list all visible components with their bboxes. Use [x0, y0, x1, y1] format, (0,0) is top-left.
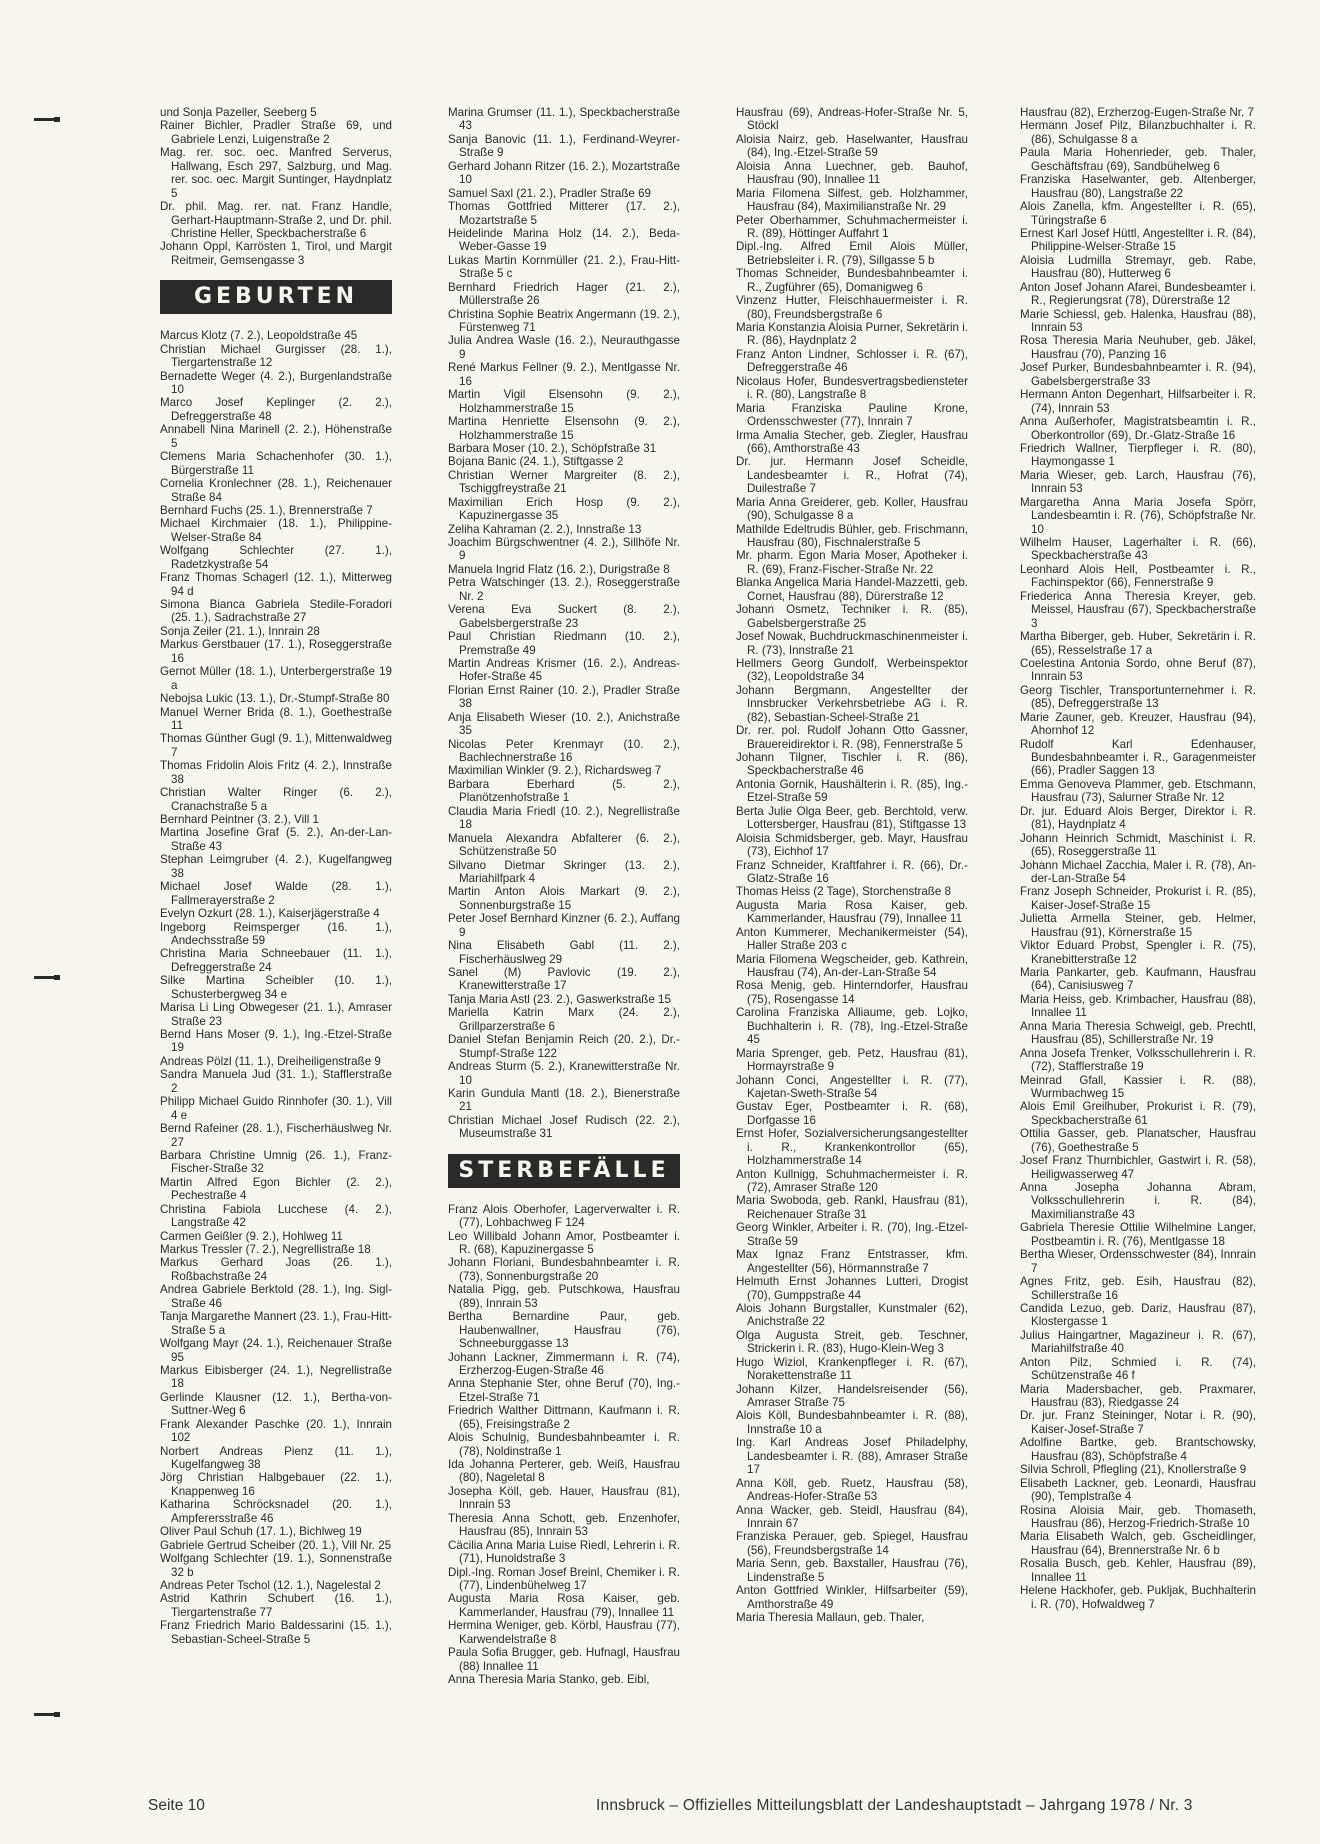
list-item: Dr. jur. Eduard Alois Berger, Direktor i. R. (81), Haydnplatz 4 — [1020, 804, 1256, 832]
list-item: Nicolas Peter Krenmayr (10. 2.), Bachlechnerstraße 16 — [448, 737, 680, 764]
section-heading-births: GEBURTEN — [160, 280, 392, 314]
list-item: Ernest Karl Josef Hüttl, Angestellter i. R. (84), Philippine-Welser-Straße 15 — [1020, 226, 1256, 254]
list-item: Clemens Maria Schachenhofer (30. 1.), Bürgerstraße 11 — [160, 450, 392, 477]
list-item: Anna Maria Theresia Schweigl, geb. Prechtl, Hausfrau (85), Schillerstraße Nr. 19 — [1020, 1019, 1256, 1047]
list-item: Cornelia Kronlechner (28. 1.), Reichenauer Straße 84 — [160, 477, 392, 504]
list-item: Michael Josef Walde (28. 1.), Fallmerayerstraße 2 — [160, 880, 392, 907]
column-2 — [448, 106, 680, 1686]
list-item: Hermann Anton Degenhart, Hilfsarbeiter i. R. (74), Innrain 53 — [1020, 388, 1256, 415]
list-item: Marcus Klotz (7. 2.), Leopoldstraße 45 — [160, 329, 358, 343]
list-item: Elisabeth Lackner, geb. Leonardi, Hausfrau (90), Templstraße 4 — [1020, 1476, 1256, 1504]
list-item: Markus Tressler (7. 2.), Negrellistraße 18 — [160, 1243, 371, 1256]
section-heading-deaths: STERBEFÄLLE — [448, 1154, 680, 1188]
list-item: Christian Werner Margreiter (8. 2.), Tschiggfreystraße 21 — [448, 468, 680, 496]
list-item: Johann Osmetz, Techniker i. R. (85), Gabelsbergerstraße 25 — [736, 603, 968, 630]
list-item: Agnes Fritz, geb. Esih, Hausfrau (82), Schillerstraße 16 — [1020, 1275, 1256, 1302]
list-item: Theresia Anna Schott, geb. Enzenhofer, Hausfrau (85), Innrain 53 — [448, 1511, 680, 1539]
list-item: Maria Theresia Mallaun, geb. Thaler, — [736, 1611, 925, 1624]
list-item: Rosina Aloisia Mair, geb. Thomaseth, Hausfrau (86), Herzog-Friedrich-Straße 10 — [1020, 1503, 1256, 1530]
list-item: Lukas Martin Kornmüller (21. 2.), Frau-Hitt-Straße 5 c — [448, 253, 680, 281]
list-item: Alois Johann Burgstaller, Kunstmaler (62), Anichstraße 22 — [736, 1301, 968, 1329]
list-item: Maria Senn, geb. Baxstaller, Hausfrau (76), Lindenstraße 5 — [736, 1557, 968, 1584]
list-item: Maria Franziska Pauline Krone, Ordensschwester (77), Innrain 7 — [736, 401, 968, 429]
list-item: Manuela Alexandra Abfalterer (6. 2.), Schützenstraße 50 — [448, 831, 680, 859]
list-item: und Sonja Pazeller, Seeberg 5 — [160, 106, 317, 119]
list-item: Andreas Sturm (5. 2.), Kranewitterstraße Nr. 10 — [448, 1060, 680, 1087]
list-item: Markus Gerstbauer (17. 1.), Roseggerstraße 16 — [160, 638, 392, 665]
list-item: Ida Johanna Perterer, geb. Weiß, Hausfrau (80), Nageletal 8 — [448, 1458, 680, 1485]
list-item: Wilhelm Hauser, Lagerhalter i. R. (66), Speckbacherstraße 43 — [1020, 536, 1256, 563]
list-item: Julius Haingartner, Magazineur i. R. (67), Mariahilfstraße 40 — [1020, 1328, 1256, 1356]
list-item: Manuela Ingrid Flatz (16. 2.), Durigstraße 8 — [448, 562, 670, 576]
list-item: Dr. jur. Hermann Josef Scheidle, Landesbeamter i. R., Hofrat (74), Duilestraße 7 — [736, 455, 968, 496]
list-item: Katharina Schröcksnadel (20. 1.), Ampferersstraße 46 — [160, 1498, 392, 1525]
list-item: Martin Anton Alois Markart (9. 2.), Sonnenburgstraße 15 — [448, 885, 680, 912]
list-item: Anna Stephanie Ster, ohne Beruf (70), Ing.-Etzel-Straße 71 — [448, 1377, 680, 1404]
list-item: Jörg Christian Halbgebauer (22. 1.), Knappenweg 16 — [160, 1471, 392, 1498]
list-item: Carmen Geißler (9. 2.), Hohlweg 11 — [160, 1229, 343, 1243]
list-item: Anton Kummerer, Mechanikermeister (54), Haller Straße 203 c — [736, 925, 968, 953]
list-item: Markus Gerhard Joas (26. 1.), Roßbachstraße 24 — [160, 1256, 392, 1283]
list-item: Augusta Maria Rosa Kaiser, geb. Kammerlander, Hausfrau (79), Innallee 11 — [448, 1592, 680, 1619]
list-item: Alois Emil Greilhuber, Prokurist i. R. (79), Speckbacherstraße 61 — [1020, 1100, 1256, 1127]
list-item: Wolfgang Schlechter (27. 1.), Radetzkystraße 54 — [160, 544, 392, 571]
list-item: Franz Schneider, Kraftfahrer i. R. (66), Dr.-Glatz-Straße 16 — [736, 858, 968, 885]
column-4 — [1020, 106, 1256, 1611]
list-item: Josef Franz Thurnbichler, Gastwirt i. R. (58), Heiligwasserweg 47 — [1020, 1154, 1256, 1181]
list-item: Aloisia Ludmilla Stremayr, geb. Rabe, Hausfrau (80), Hutterweg 6 — [1020, 253, 1256, 281]
list-item: Paula Maria Hohenrieder, geb. Thaler, Geschäftsfrau (69), Sandbühelweg 6 — [1020, 146, 1256, 173]
list-item: Martin Vigil Elsensohn (9. 2.), Holzhammerstraße 15 — [448, 388, 680, 415]
list-item: Markus Eibisberger (24. 1.), Negrellistraße 18 — [160, 1363, 392, 1391]
list-item: Franz Thomas Schagerl (12. 1.), Mitterweg 94 d — [160, 571, 392, 598]
list-item: Johann Conci, Angestellter i. R. (77), Kajetan-Sweth-Straße 54 — [736, 1073, 968, 1100]
list-item: Franziska Haselwanter, geb. Altenberger, Hausfrau (80), Langstraße 22 — [1020, 173, 1256, 200]
list-item: Anna Außerhofer, Magistratsbeamtin i. R., Oberkontrollor (69), Dr.-Glatz-Straße 16 — [1020, 415, 1256, 442]
list-item: Berta Julie Olga Beer, geb. Berchtold, verw. Lottersberger, Hausfrau (81), Stiftgasse 13 — [736, 804, 968, 832]
list-item: Bernadette Weger (4. 2.), Burgenlandstraße 10 — [160, 369, 392, 396]
list-item: Silvano Dietmar Skringer (13. 2.), Mariahilfpark 4 — [448, 858, 680, 885]
list-item: Maria Konstanzia Aloisia Purner, Sekretärin i. R. (86), Haydnplatz 2 — [736, 321, 968, 348]
list-item: Mariella Katrin Marx (24. 2.), Grillparzerstraße 6 — [448, 1006, 680, 1033]
list-item: Maximilian Winkler (9. 2.), Richardsweg 7 — [448, 764, 662, 778]
column-3 — [736, 106, 968, 1624]
list-item: Marina Grumser (11. 1.), Speckbacherstraße 43 — [448, 106, 680, 133]
list-item: Johann Floriani, Bundesbahnbeamter i. R. (73), Sonnenburgstraße 20 — [448, 1256, 680, 1283]
list-item: Vinzenz Hutter, Fleischhauermeister i. R. (80), Freundsbergstraße 6 — [736, 294, 968, 321]
list-item: Johann Michael Zacchia, Maler i. R. (78), An-der-Lan-Straße 54 — [1020, 858, 1256, 885]
list-item: Meinrad Gfall, Kassier i. R. (88), Wurmbachweg 15 — [1020, 1073, 1256, 1100]
list-item: Alois Schulnig, Bundesbahnbeamter i. R. (78), Noldinstraße 1 — [448, 1431, 680, 1458]
list-item: Rudolf Karl Edenhauser, Bundesbahnbeamter i. R., Garagenmeister (66), Pradler Saggen 13 — [1020, 737, 1256, 778]
list-item: Tanja Maria Astl (23. 2.), Gaswerkstraße 15 — [448, 992, 671, 1006]
margin-mark — [34, 1713, 56, 1716]
list-item: Mathilde Edeltrudis Bühler, geb. Frischmann, Hausfrau (80), Fischnalerstraße 5 — [736, 522, 968, 549]
list-item: Friedrich Wallner, Tierpfleger i. R. (80), Haymongasse 1 — [1020, 441, 1256, 469]
list-item: Ing. Karl Andreas Josef Philadelphy, Landesbeamter i. R. (88), Amraser Straße 17 — [736, 1436, 968, 1477]
list-item: Martina Josefine Graf (5. 2.), An-der-Lan-Straße 43 — [160, 826, 392, 853]
list-item: Adolfine Bartke, geb. Brantschowsky, Hausfrau (83), Schöpfstraße 4 — [1020, 1436, 1256, 1463]
list-item: Johann Oppl, Karrösten 1, Tirol, und Margit Reitmeir, Gemsengasse 3 — [160, 240, 392, 267]
list-item: Aloisia Anna Luechner, geb. Bauhof, Hausfrau (90), Innallee 11 — [736, 159, 968, 187]
list-item: Hausfrau (82), Erzherzog-Eugen-Straße Nr. 7 — [1020, 106, 1254, 119]
list-item: Ingeborg Reimsperger (16. 1.), Andechsstraße 59 — [160, 920, 392, 947]
list-item: Franz Friedrich Mario Baldessarini (15. 1.), Sebastian-Scheel-Straße 5 — [160, 1619, 392, 1646]
list-item: Paul Christian Riedmann (10. 2.), Premstraße 49 — [448, 630, 680, 657]
list-item: Alois Köll, Bundesbahnbeamter i. R. (88), Innstraße 10 a — [736, 1409, 968, 1436]
list-item: Gernot Müller (18. 1.), Unterbergerstraße 19 a — [160, 665, 392, 692]
list-item: Friederica Anna Theresia Kreyer, geb. Meissel, Hausfrau (67), Speckbacherstraße 3 — [1020, 589, 1256, 630]
list-item: Dr. jur. Franz Steininger, Notar i. R. (90), Kaiser-Josef-Straße 7 — [1020, 1409, 1256, 1436]
page-number: Seite 10 — [148, 1797, 205, 1814]
list-item: Andreas Peter Tschol (12. 1.), Nagelestal 2 — [160, 1578, 381, 1592]
list-item: Carolina Franziska Alliaume, geb. Lojko, Buchhalterin i. R. (78), Ing.-Etzel-Straße 45 — [736, 1006, 968, 1047]
list-item: Maria Heiss, geb. Krimbacher, Hausfrau (88), Innallee 11 — [1020, 992, 1256, 1020]
list-item: Johann Lackner, Zimmermann i. R. (74), Erzherzog-Eugen-Straße 46 — [448, 1350, 680, 1377]
list-item: Hausfrau (69), Andreas-Hofer-Straße Nr. 5, Stöckl — [736, 106, 968, 133]
list-item: Olga Augusta Streit, geb. Teschner, Strickerin i. R. (83), Hugo-Klein-Weg 3 — [736, 1328, 968, 1356]
list-item: Rainer Bichler, Pradler Straße 69, und Gabriele Lenzi, Luigenstraße 2 — [160, 119, 392, 146]
publication-line: Innsbruck – Offizielles Mitteilungsblatt der Landeshauptstadt – Jahrgang 1978 / Nr. 3 — [596, 1797, 1193, 1814]
list-item: Maria Filomena Wegscheider, geb. Kathrein, Hausfrau (74), An-der-Lan-Straße 54 — [736, 952, 968, 979]
list-item: Nebojsa Lukic (13. 1.), Dr.-Stumpf-Straße 80 — [160, 692, 390, 706]
list-item: Helene Hackhofer, geb. Pukljak, Buchhalterin i. R. (70), Hofwaldweg 7 — [1020, 1584, 1256, 1611]
list-item: Thomas Günther Gugl (9. 1.), Mittenwaldweg 7 — [160, 732, 392, 759]
list-item: Anton Pilz, Schmied i. R. (74), Schützenstraße 46 f — [1020, 1355, 1256, 1383]
list-item: Frank Alexander Paschke (20. 1.), Innrain 102 — [160, 1417, 392, 1445]
list-item: René Markus Fellner (9. 2.), Mentlgasse Nr. 16 — [448, 361, 680, 388]
list-item: Gerhard Johann Ritzer (16. 2.), Mozartstraße 10 — [448, 159, 680, 187]
list-item: Natalia Pigg, geb. Putschkowa, Hausfrau (89), Innrain 53 — [448, 1283, 680, 1310]
list-item: Christina Maria Schneebauer (11. 1.), Defreggerstraße 24 — [160, 947, 392, 974]
list-item: Zeliha Kahraman (2. 2.), Innstraße 13 — [448, 522, 642, 536]
list-item: Bernd Hans Moser (9. 1.), Ing.-Etzel-Straße 19 — [160, 1028, 392, 1055]
list-item: Helmuth Ernst Johannes Lutteri, Drogist (70), Gumppstraße 44 — [736, 1275, 968, 1302]
list-item: Andrea Gabriele Berktold (28. 1.), Ing. Sigl-Straße 46 — [160, 1283, 392, 1310]
list-item: Tanja Margarethe Mannert (23. 1.), Frau-Hitt-Straße 5 a — [160, 1310, 392, 1337]
list-item: Friedrich Walther Dittmann, Kaufmann i. R. (65), Freisingstraße 2 — [448, 1404, 680, 1431]
list-item: Philipp Michael Guido Rinnhofer (30. 1.), Vill 4 e — [160, 1095, 392, 1122]
list-item: Peter Josef Bernhard Kinzner (6. 2.), Auffang 9 — [448, 912, 680, 939]
list-item: Verena Eva Suckert (8. 2.), Gabelsbergerstraße 23 — [448, 603, 680, 630]
list-item: Maria Elisabeth Walch, geb. Gscheidlinger, Hausfrau (64), Brennerstraße Nr. 6 b — [1020, 1530, 1256, 1557]
list-item: Martha Biberger, geb. Huber, Sekretärin i. R. (65), Resselstraße 17 a — [1020, 630, 1256, 657]
list-item: Joachim Bürgschwentner (4. 2.), Sillhöfe Nr. 9 — [448, 536, 680, 563]
list-item: Bertha Wieser, Ordensschwester (84), Innrain 7 — [1020, 1248, 1256, 1275]
list-item: Silke Martina Scheibler (10. 1.), Schusterbergweg 34 e — [160, 974, 392, 1001]
list-item: Bojana Banic (24. 1.), Stiftgasse 2 — [448, 455, 624, 469]
list-item: Martin Andreas Krismer (16. 2.), Andreas-Hofer-Straße 45 — [448, 656, 680, 684]
list-item: Sonja Zeiler (21. 1.), Innrain 28 — [160, 624, 320, 638]
list-item: Astrid Kathrin Schubert (16. 1.), Tiergartenstraße 77 — [160, 1592, 392, 1619]
list-item: Julia Andrea Wasle (16. 2.), Neurauthgasse 9 — [448, 334, 680, 361]
list-item: Gabriele Gertrud Scheiber (20. 1.), Vill Nr. 25 — [160, 1538, 392, 1552]
list-item: Johann Heinrich Schmidt, Maschinist i. R. (65), Roseggerstraße 11 — [1020, 831, 1256, 859]
list-item: Ernst Hofer, Sozialversicherungsangestellter i. R., Krankenkontrollor (65), Holzhammerstraße 14 — [736, 1127, 968, 1168]
list-item: Heidelinde Marina Holz (14. 2.), Beda-Weber-Gasse 19 — [448, 226, 680, 254]
list-item: Bernd Rafeiner (28. 1.), Fischerhäuslweg Nr. 27 — [160, 1122, 392, 1149]
list-item: Sanel (M) Pavlovic (19. 2.), Kranewitterstraße 17 — [448, 966, 680, 993]
list-item: Hermina Weniger, geb. Körbl, Hausfrau (77), Karwendelstraße 8 — [448, 1619, 680, 1646]
list-item: Leo Willibald Johann Amor, Postbeamter i. R. (68), Kapuzinergasse 5 — [448, 1229, 680, 1256]
list-item: Franz Joseph Schneider, Prokurist i. R. (85), Kaiser-Josef-Straße 15 — [1020, 885, 1256, 912]
list-item: Julietta Armella Steiner, geb. Helmer, Hausfrau (91), Körnerstraße 15 — [1020, 912, 1256, 939]
list-item: Paula Sofia Brugger, geb. Hufnagl, Hausfrau (88) Innallee 11 — [448, 1646, 680, 1673]
list-item: Evelyn Ozkurt (28. 1.), Kaiserjägerstraße 4 — [160, 907, 380, 921]
list-item: Irma Amalia Stecher, geb. Ziegler, Hausfrau (66), Amthorstraße 43 — [736, 428, 968, 455]
list-item: Samuel Saxl (21. 2.), Pradler Straße 69 — [448, 186, 651, 200]
list-item: Hellmers Georg Gundolf, Werbeinspektor (32), Leopoldstraße 34 — [736, 656, 968, 684]
list-item: Mr. pharm. Egon Maria Moser, Apotheker i. R. (69), Franz-Fischer-Straße Nr. 22 — [736, 549, 968, 576]
list-item: Margaretha Anna Maria Josefa Spörr, Landesbeamtin i. R. (76), Schöpfstraße Nr. 10 — [1020, 495, 1256, 536]
list-item: Christina Fabiola Lucchese (4. 2.), Langstraße 42 — [160, 1202, 392, 1230]
list-item: Emma Genoveva Plammer, geb. Etschmann, Hausfrau (73), Salurner Straße Nr. 12 — [1020, 777, 1256, 805]
list-item: Thomas Gottfried Mitterer (17. 2.), Mozartstraße 5 — [448, 200, 680, 227]
list-item: Claudia Maria Friedl (10. 2.), Negrellistraße 18 — [448, 804, 680, 832]
list-item: Nicolaus Hofer, Bundesvertragsbediensteter i. R. (80), Langstraße 8 — [736, 374, 968, 402]
list-item: Thomas Schneider, Bundesbahnbeamter i. R., Zugführer (65), Domanigweg 6 — [736, 267, 968, 294]
list-item: Oliver Paul Schuh (17. 1.), Bichlweg 19 — [160, 1525, 362, 1539]
list-item: Johann Tilgner, Tischler i. R. (86), Speckbacherstraße 46 — [736, 751, 968, 778]
list-item: Bernhard Fuchs (25. 1.), Brennerstraße 7 — [160, 503, 373, 517]
list-item: Karin Gundula Mantl (18. 2.), Bienerstraße 21 — [448, 1086, 680, 1114]
list-item: Anna Josefa Trenker, Volksschullehrerin i. R. (72), Stafflerstraße 19 — [1020, 1046, 1256, 1074]
list-item: Aloisia Schmidsberger, geb. Mayr, Hausfrau (73), Eichhof 17 — [736, 831, 968, 859]
list-item: Aloisia Nairz, geb. Haselwanter, Hausfrau (84), Ing.-Etzel-Straße 59 — [736, 132, 968, 160]
list-item: Marie Zauner, geb. Kreuzer, Hausfrau (94), Ahornhof 12 — [1020, 710, 1256, 738]
list-item: Christian Walter Ringer (6. 2.), Cranachstraße 5 a — [160, 786, 392, 813]
list-item: Maria Wieser, geb. Larch, Hausfrau (76), Innrain 53 — [1020, 468, 1256, 496]
list-item: Antonia Gornik, Haushälterin i. R. (85), Ing.-Etzel-Straße 59 — [736, 777, 968, 805]
list-item: Coelestina Antonia Sordo, ohne Beruf (87), Innrain 53 — [1020, 656, 1256, 684]
list-item: Ottilia Gasser, geb. Planatscher, Hausfrau (76), Goethestraße 5 — [1020, 1127, 1256, 1154]
list-item: Andreas Pölzl (11. 1.), Dreiheiligenstraße 9 — [160, 1054, 381, 1068]
list-item: Anton Josef Johann Afarei, Bundesbeamter i. R., Regierungsrat (78), Dürerstraße 12 — [1020, 280, 1256, 308]
list-item: Dipl.-Ing. Roman Josef Breinl, Chemiker i. R. (77), Lindenbühelweg 17 — [448, 1565, 680, 1592]
list-item: Dr. phil. Mag. rer. nat. Franz Handle, Gerhart-Hauptmann-Straße 2, und Dr. phil. Christine Heller, Speckbacherstraße 6 — [160, 200, 392, 240]
list-item: Gerlinde Klausner (12. 1.), Bertha-von-Suttner-Weg 6 — [160, 1390, 392, 1418]
list-item: Josepha Köll, geb. Hauer, Hausfrau (81), Innrain 53 — [448, 1484, 680, 1512]
list-item: Blanka Angelica Maria Handel-Mazzetti, geb. Cornet, Hausfrau (88), Dürerstraße 12 — [736, 576, 968, 603]
list-item: Gabriela Theresie Ottilie Wilhelmine Langer, Postbeamtin i. R. (76), Mentlgasse 18 — [1020, 1221, 1256, 1248]
column-1 — [160, 106, 392, 1646]
list-item: Anton Kullnigg, Schuhmachermeister i. R. (72), Amraser Straße 120 — [736, 1167, 968, 1194]
list-item: Martina Henriette Elsensohn (9. 2.), Holzhammerstraße 15 — [448, 415, 680, 442]
list-item: Martin Alfred Egon Bichler (2. 2.), Pechestraße 4 — [160, 1175, 392, 1203]
list-item: Maria Swoboda, geb. Rankl, Hausfrau (81), Reichenauer Straße 31 — [736, 1194, 968, 1221]
list-item: Rosalia Busch, geb. Kehler, Hausfrau (89), Innallee 11 — [1020, 1557, 1256, 1584]
list-item: Franz Anton Lindner, Schlosser i. R. (67), Defreggerstraße 46 — [736, 347, 968, 375]
list-item: Max Ignaz Franz Entstrasser, kfm. Angestellter (56), Hörmannstraße 7 — [736, 1248, 968, 1275]
list-item: Josef Purker, Bundesbahnbeamter i. R. (94), Gabelsbergerstraße 33 — [1020, 361, 1256, 388]
list-item: Christian Michael Gurgisser (28. 1.), Tiergartenstraße 12 — [160, 342, 392, 370]
list-item: Georg Winkler, Arbeiter i. R. (70), Ing.-Etzel-Straße 59 — [736, 1221, 968, 1248]
list-item: Anna Theresia Maria Stanko, geb. Eibl, — [448, 1673, 650, 1686]
list-item: Simona Bianca Gabriela Stedile-Foradori (25. 1.), Sadrachstraße 27 — [160, 598, 392, 625]
list-item: Bernhard Peintner (3. 2.), Vill 1 — [160, 813, 319, 826]
list-item: Hermann Josef Pilz, Bilanzbuchhalter i. R. (86), Schulgasse 8 a — [1020, 119, 1256, 146]
list-item: Anna Wacker, geb. Steidl, Hausfrau (84), Innrain 67 — [736, 1503, 968, 1530]
list-item: Thomas Fridolin Alois Fritz (4. 2.), Innstraße 38 — [160, 759, 392, 786]
list-item: Michael Kirchmaier (18. 1.), Philippine-Welser-Straße 84 — [160, 517, 392, 544]
list-item: Dipl.-Ing. Alfred Emil Alois Müller, Betriebsleiter i. R. (79), Sillgasse 5 b — [736, 240, 968, 267]
list-item: Dr. rer. pol. Rudolf Johann Otto Gassner, Brauereidirektor i. R. (98), Fennerstraße 5 — [736, 724, 968, 751]
list-item: Manuel Werner Brida (8. 1.), Goethestraße 11 — [160, 705, 392, 732]
list-item: Sandra Manuela Jud (31. 1.), Stafflerstraße 2 — [160, 1068, 392, 1095]
list-item: Maria Filomena Silfest, geb. Holzhammer, Hausfrau (84), Maximilianstraße Nr. 29 — [736, 186, 968, 214]
list-item: Anna Köll, geb. Ruetz, Hausfrau (58), Andreas-Hofer-Straße 53 — [736, 1476, 968, 1504]
list-item: Augusta Maria Rosa Kaiser, geb. Kammerlander, Hausfrau (79), Innallee 11 — [736, 898, 968, 926]
list-item: Christian Michael Josef Rudisch (22. 2.), Museumstraße 31 — [448, 1113, 680, 1141]
list-item: Norbert Andreas Pienz (11. 1.), Kugelfangweg 38 — [160, 1444, 392, 1471]
list-item: Viktor Eduard Probst, Spengler i. R. (75), Kranebitterstraße 12 — [1020, 939, 1256, 966]
list-item: Wolfgang Mayr (24. 1.), Reichenauer Straße 95 — [160, 1337, 392, 1364]
list-item: Mag. rer. soc. oec. Manfred Serverus, Hallwang, Esch 297, Salzburg, und Mag. rer. soc. oec. Margit Suntinger, Haydnplatz 5 — [160, 146, 392, 200]
list-item: Franz Alois Oberhofer, Lagerverwalter i. R. (77), Lohbachweg F 124 — [448, 1202, 680, 1230]
list-item: Leonhard Alois Hell, Postbeamter i. R., Fachinspektor (66), Fennerstraße 9 — [1020, 562, 1256, 590]
margin-mark — [34, 118, 56, 121]
list-item: Maximilian Erich Hosp (9. 2.), Kapuzinergasse 35 — [448, 495, 680, 523]
list-item: Maria Madersbacher, geb. Praxmarer, Hausfrau (83), Riedgasse 24 — [1020, 1382, 1256, 1409]
list-item: Thomas Heiss (2 Tage), Storchenstraße 8 — [736, 885, 952, 899]
list-item: Barbara Eberhard (5. 2.), Planötzenhofstraße 1 — [448, 777, 680, 805]
list-item: Rosa Menig, geb. Hinterndorfer, Hausfrau (75), Rosengasse 14 — [736, 979, 968, 1006]
list-item: Barbara Moser (10. 2.), Schöpfstraße 31 — [448, 441, 657, 455]
list-item: Nina Elisabeth Gabl (11. 2.), Fischerhäuslweg 29 — [448, 939, 680, 966]
list-item: Rosa Theresia Maria Neuhuber, geb. Jäkel, Hausfrau (70), Panzing 16 — [1020, 334, 1256, 361]
list-item: Barbara Christine Umnig (26. 1.), Franz-Fischer-Straße 32 — [160, 1148, 392, 1176]
list-item: Stephan Leimgruber (4. 2.), Kugelfangweg 38 — [160, 853, 392, 880]
list-item: Anja Elisabeth Wieser (10. 2.), Anichstraße 35 — [448, 710, 680, 738]
list-item: Marie Schiessl, geb. Halenka, Hausfrau (88), Innrain 53 — [1020, 307, 1256, 334]
list-item: Petra Watschinger (13. 2.), Roseggerstraße Nr. 2 — [448, 576, 680, 603]
list-item: Gustav Eger, Postbeamter i. R. (68), Dorfgasse 16 — [736, 1100, 968, 1127]
list-item: Silvia Schroll, Pflegling (21), Knollerstraße 9 — [1020, 1463, 1247, 1477]
list-item: Annabell Nina Marinell (2. 2.), Höhenstraße 5 — [160, 423, 392, 450]
list-item: Florian Ernst Rainer (10. 2.), Pradler Straße 38 — [448, 683, 680, 711]
list-item: Maria Anna Greiderer, geb. Koller, Hausfrau (90), Schulgasse 8 a — [736, 495, 968, 523]
list-item: Josef Nowak, Buchdruckmaschinenmeister i. R. (73), Innstraße 21 — [736, 630, 968, 657]
list-item: Franziska Perauer, geb. Spiegel, Hausfrau (56), Freundsbergstraße 14 — [736, 1530, 968, 1557]
list-item: Marisa Li Ling Obwegeser (21. 1.), Amraser Straße 23 — [160, 1001, 392, 1028]
list-item: Candida Lezuo, geb. Dariz, Hausfrau (87), Klostergasse 1 — [1020, 1301, 1256, 1329]
list-item: Maria Pankarter, geb. Kaufmann, Hausfrau (64), Canisiusweg 7 — [1020, 966, 1256, 993]
list-item: Anna Josepha Johanna Abram, Volksschullehrerin i. R. (84), Maximilianstraße 43 — [1020, 1181, 1256, 1221]
list-item: Bernhard Friedrich Hager (21. 2.), Müllerstraße 26 — [448, 280, 680, 308]
list-item: Daniel Stefan Benjamin Reich (20. 2.), Dr.-Stumpf-Straße 122 — [448, 1033, 680, 1060]
list-item: Johann Kilzer, Handelsreisender (56), Amraser Straße 75 — [736, 1382, 968, 1409]
list-item: Georg Tischler, Transportunternehmer i. R. (85), Defreggerstraße 13 — [1020, 683, 1256, 711]
list-item: Peter Oberhammer, Schuhmachermeister i. R. (89), Höttinger Auffahrt 1 — [736, 213, 968, 240]
list-item: Alois Zanella, kfm. Angestellter i. R. (65), Türingstraße 6 — [1020, 200, 1256, 227]
list-item: Anton Gottfried Winkler, Hilfsarbeiter (59), Amthorstraße 49 — [736, 1584, 968, 1611]
margin-mark — [34, 976, 56, 979]
list-item: Marco Josef Keplinger (2. 2.), Defreggerstraße 48 — [160, 396, 392, 423]
list-item: Cäcilia Anna Maria Luise Riedl, Lehrerin i. R. (71), Hunoldstraße 3 — [448, 1538, 680, 1566]
list-item: Sanja Banovic (11. 1.), Ferdinand-Weyrer-Straße 9 — [448, 132, 680, 160]
list-item: Johann Bergmann, Angestellter der Innsbrucker Verkehrsbetriebe AG i. R. (82), Sebastian-Scheel-Straße 21 — [736, 683, 968, 724]
list-item: Wolfgang Schlechter (19. 1.), Sonnenstraße 32 b — [160, 1552, 392, 1579]
list-item: Hugo Wiziol, Krankenpfleger i. R. (67), Norakettenstraße 11 — [736, 1355, 968, 1383]
list-item: Maria Sprenger, geb. Petz, Hausfrau (81), Hormayrstraße 9 — [736, 1046, 968, 1074]
list-item: Christina Sophie Beatrix Angermann (19. 2.), Fürstenweg 71 — [448, 307, 680, 334]
list-item: Bertha Bernardine Paur, geb. Haubenwallner, Hausfrau (76), Schneeburggasse 13 — [448, 1310, 680, 1351]
